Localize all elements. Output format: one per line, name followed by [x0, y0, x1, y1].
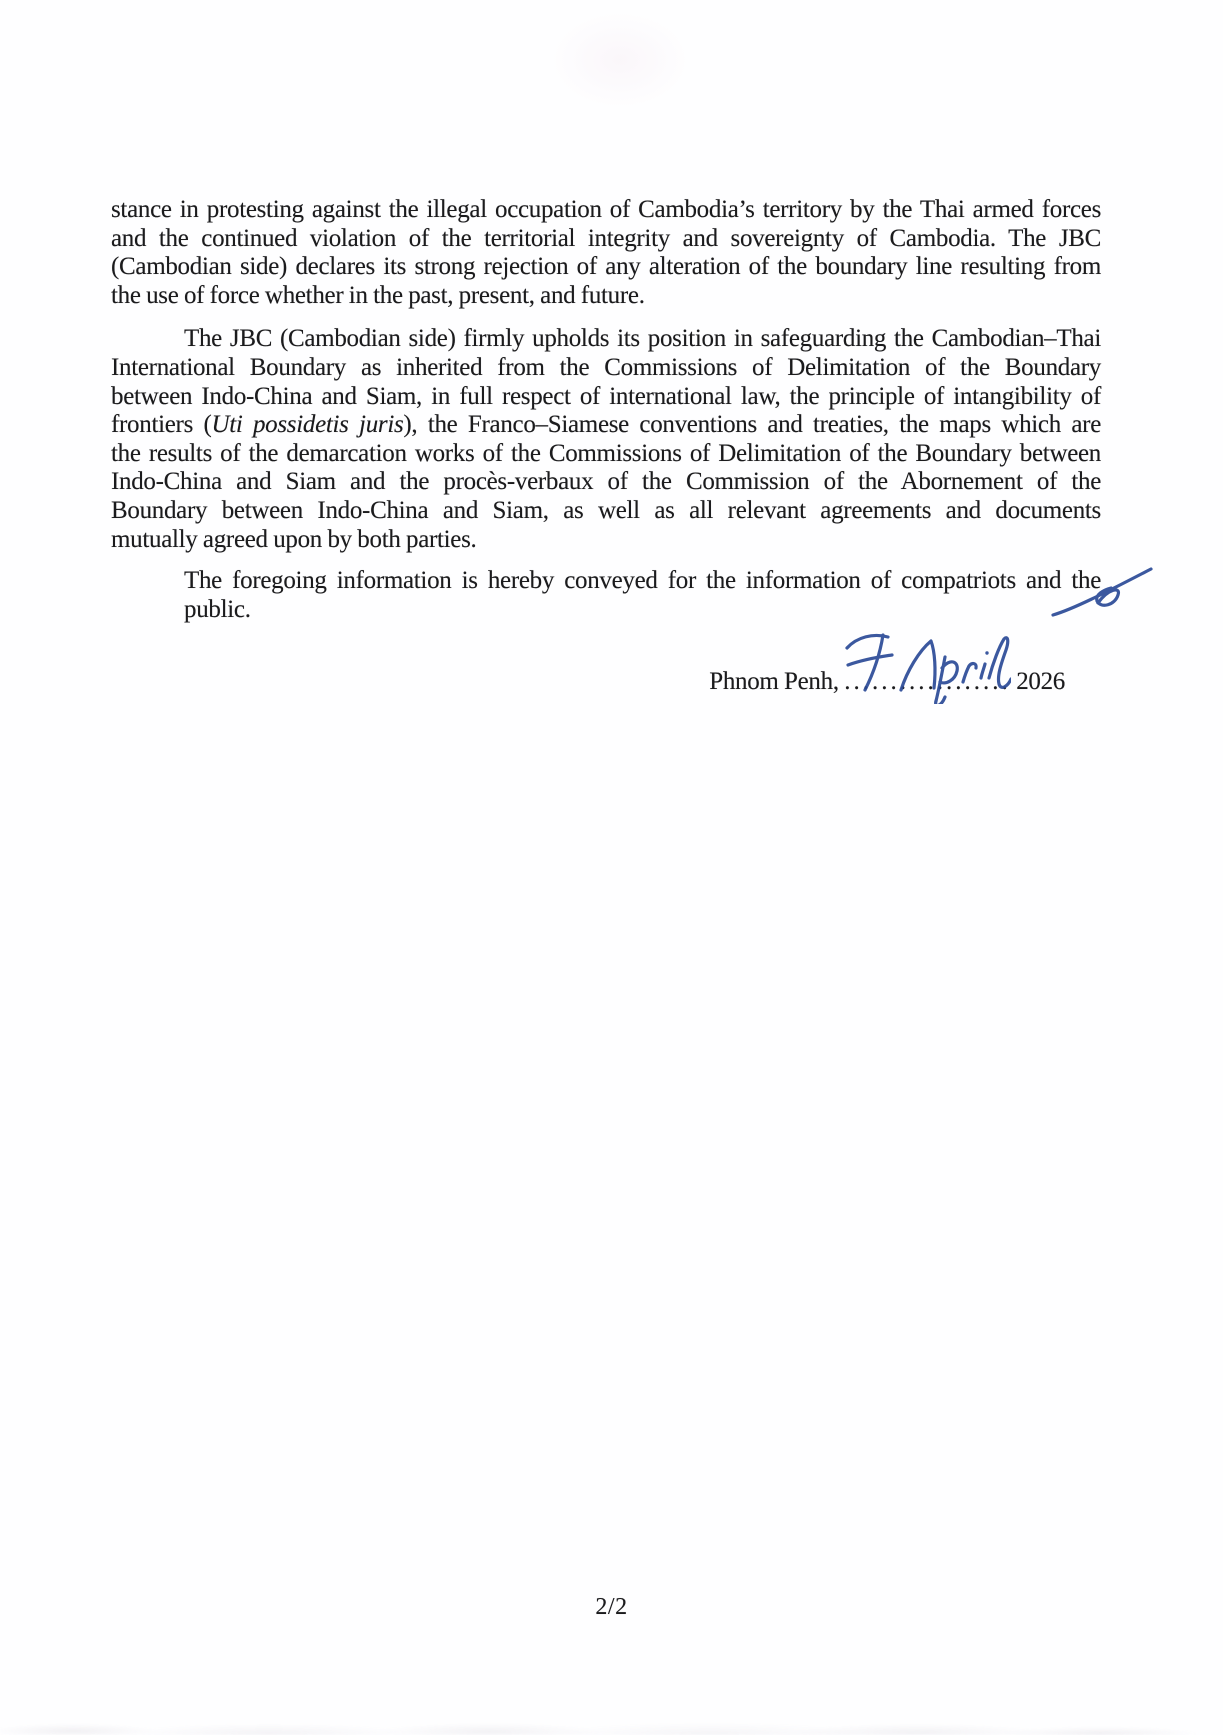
text-line: stance in protesting against the illegal occupation of Cambodia’s territory by the Thai armed forces [111, 196, 1101, 223]
dateline-year: 2026 [1016, 668, 1065, 696]
paragraph-continuation [111, 196, 1101, 310]
handwritten-april [901, 638, 1011, 704]
dateline-dotted-line: .................. [844, 668, 1011, 696]
dateline [111, 668, 1101, 697]
dateline-place: Phnom Penh, [709, 668, 839, 696]
closing-sentence: The foregoing information is hereby conveyed for the information of compatriots and the public. [184, 567, 1101, 623]
phrase-after-latin: ), the Franco–Siamese conventions and treaties, the maps which are [403, 411, 1101, 439]
text-line: mutually agreed upon by both parties. [111, 525, 477, 553]
text-line-with-latin-phrase [111, 411, 1101, 440]
paragraph-position-statement [111, 325, 1101, 554]
text-line: and the continued violation of the territorial integrity and sovereignty of Cambodia. The JBC [111, 224, 1101, 252]
document-text-block [111, 196, 1101, 697]
text-line: the results of the demarcation works of the Commissions of Delimitation of the Boundary between [111, 439, 1101, 467]
ink-strokes [1053, 569, 1151, 615]
text-line: The JBC (Cambodian side) firmly upholds its position in safeguarding the Cambodian–Thai [184, 325, 1101, 353]
text-line: Indo-China and Siam and the procès-verbaux of the Commission of the Abornement of the [111, 468, 1101, 496]
phrase-before-latin: frontiers ( [111, 411, 212, 439]
handwritten-seven [847, 635, 892, 690]
scan-artifact-strip [0, 1701, 1223, 1735]
latin-phrase-italic: Uti possidetis juris [211, 411, 404, 439]
text-line: between Indo-China and Siam, in full respect of international law, the principle of intangibility of [111, 382, 1101, 410]
ink-flourish-paraph [1051, 565, 1156, 621]
text-line: (Cambodian side) declares its strong rejection of any alteration of the boundary line resulting from [111, 253, 1101, 281]
page-number: 2/2 [595, 1594, 628, 1620]
handwritten-date [841, 626, 1011, 704]
text-line: Boundary between Indo-China and Siam, as well as all relevant agreements and documents [111, 496, 1101, 524]
paragraph-closing [111, 567, 1101, 624]
text-line: the use of force whether in the past, present, and future. [111, 281, 645, 309]
text-line: International Boundary as inherited from the Commissions of Delimitation of the Boundary [111, 353, 1101, 381]
